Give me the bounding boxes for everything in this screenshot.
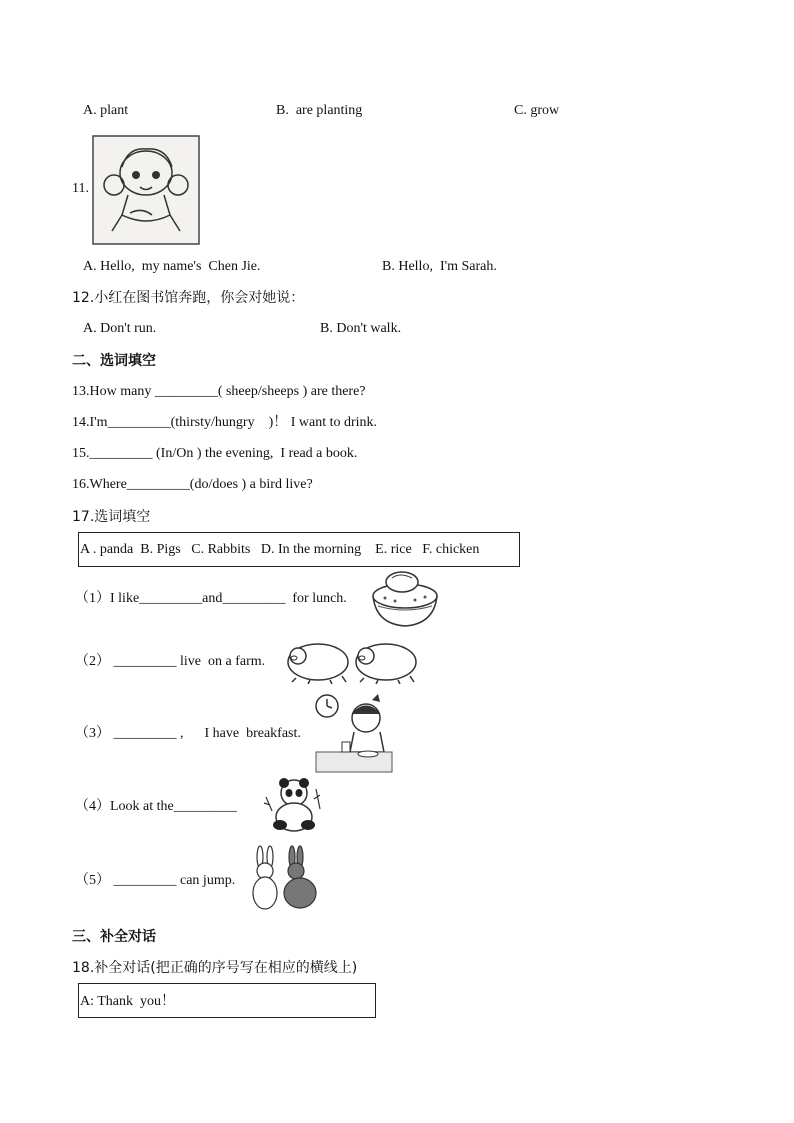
q17-item-4: （4）Look at the_________ xyxy=(75,799,237,814)
q10-option-a: A. plant xyxy=(83,103,129,118)
q17-item-5: （5） _________ can jump. xyxy=(75,873,236,888)
rabbits-illustration xyxy=(246,845,322,913)
q12-option-b: B. Don't walk. xyxy=(320,321,402,336)
dialogue-line-1: A: Thank you！ xyxy=(80,994,176,1009)
q17-item-2: （2） _________ live on a farm. xyxy=(75,654,266,669)
section-3-title: 三、补全对话 xyxy=(72,929,156,945)
q16: 16.Where_________(do/does ) a bird live? xyxy=(72,477,313,492)
q17-stem: 17.选词填空 xyxy=(72,509,151,525)
q11-option-a: A. Hello, my name's Chen Jie. xyxy=(83,259,261,274)
section-2-title: 二、选词填空 xyxy=(72,353,156,369)
word-bank-text: A . panda B. Pigs C. Rabbits D. In the morning E. rice F. chicken xyxy=(80,542,480,557)
q10-option-b: B. are planting xyxy=(276,103,363,118)
q17-item-1: （1）I like_________and_________ for lunch. xyxy=(75,591,347,606)
rice-chicken-bowl-illustration xyxy=(370,568,440,630)
panda-illustration xyxy=(262,775,324,835)
q17-item-3: （3） _________ , I have breakfast. xyxy=(75,726,301,741)
q10-option-c: C. grow xyxy=(514,103,560,118)
breakfast-girl-illustration xyxy=(314,692,394,774)
q18-stem: 18.补全对话(把正确的序号写在相应的横线上) xyxy=(72,960,358,976)
pigs-illustration xyxy=(282,636,422,684)
q11-number: 11. xyxy=(72,181,89,196)
q13: 13.How many _________( sheep/sheeps ) are there? xyxy=(72,384,366,399)
q14: 14.I'm_________(thirsty/hungry )！ I want to drink. xyxy=(72,415,378,430)
q11-option-b: B. Hello, I'm Sarah. xyxy=(382,259,497,274)
q15: 15._________ (In/On ) the evening, I read a book. xyxy=(72,446,358,461)
girl-illustration xyxy=(92,135,200,245)
q12-stem: 12.小红在图书馆奔跑，你会对她说： xyxy=(72,290,305,306)
q12-option-a: A. Don't run. xyxy=(83,321,157,336)
